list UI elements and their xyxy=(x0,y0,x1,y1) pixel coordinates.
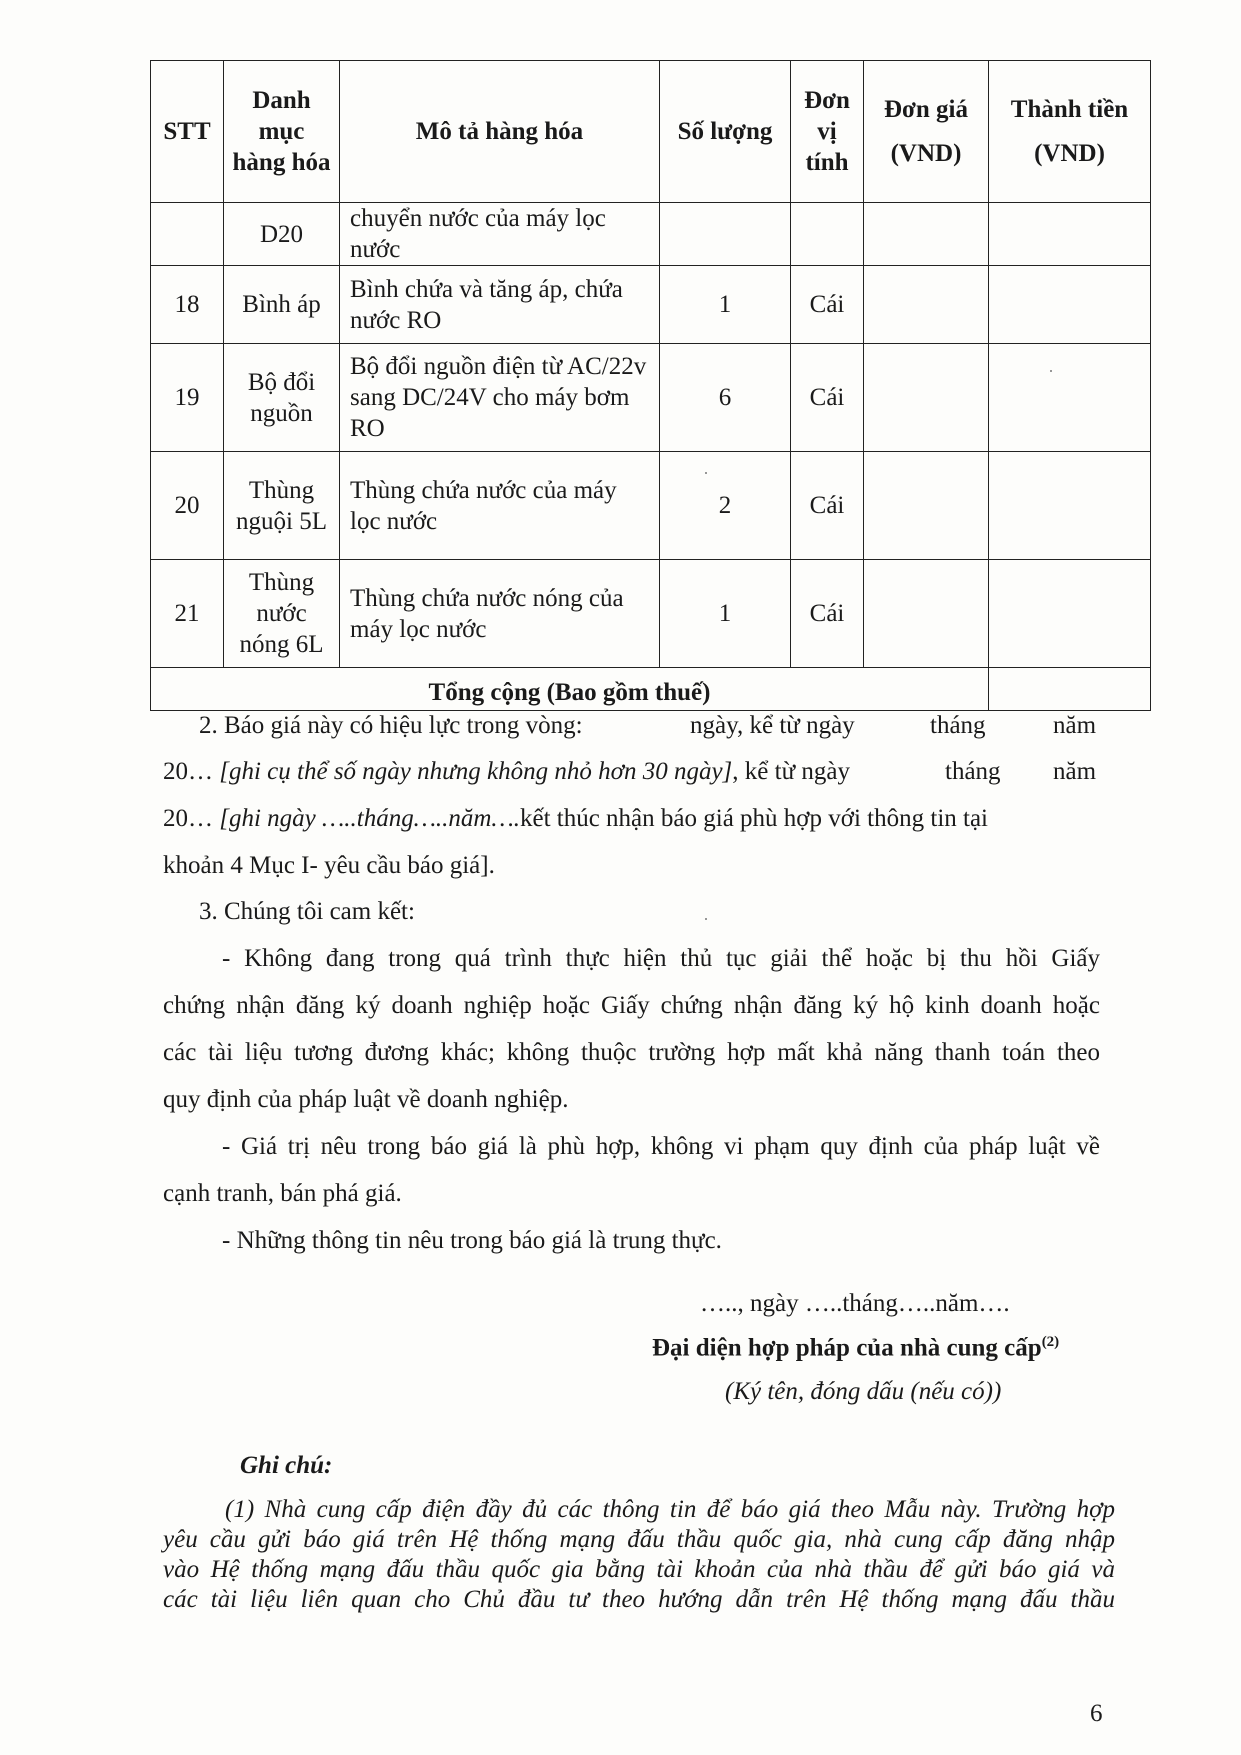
clause2-line1-c: tháng xyxy=(930,712,986,739)
table-row xyxy=(151,560,1151,668)
table-row xyxy=(151,344,1151,452)
cell-description: Thùng chứa nước của máy lọc nước xyxy=(340,452,660,560)
header-quantity: Số lượng xyxy=(660,61,791,203)
cell-unit: Cái xyxy=(791,266,864,344)
header-total-price: Thành tiền (VND) xyxy=(989,61,1151,203)
signature-date: ….., ngày …..tháng…..năm…. xyxy=(700,1290,1010,1317)
scan-speck xyxy=(1050,370,1052,372)
goods-table xyxy=(150,60,1151,711)
clause3-p1-line2: chứng nhận đăng ký doanh nghiệp hoặc Giấy chứng nhận đăng ký hộ kinh doanh hoặc xyxy=(163,992,1100,1019)
clause2-line2-b: [ghi cụ thể số ngày nhưng không nhỏ hơn 30 ngày] xyxy=(219,758,733,785)
cell-total-price xyxy=(989,560,1151,668)
cell-description: chuyển nước của máy lọc nước xyxy=(340,203,660,266)
clause2-line3-b: [ghi ngày …..tháng…..năm…. xyxy=(219,805,520,832)
header-category: Danh mục hàng hóa xyxy=(224,61,340,203)
cell-unit xyxy=(791,203,864,266)
cell-unit: Cái xyxy=(791,560,864,668)
cell-quantity: 6 xyxy=(660,344,791,452)
clause3-p3: - Những thông tin nêu trong báo giá là trung thực. xyxy=(222,1227,722,1254)
signature-footnote-ref: (2) xyxy=(1041,1334,1060,1350)
clause2-line3 xyxy=(163,805,988,833)
cell-category: Bộ đổi nguồn xyxy=(224,344,340,452)
clause3-p1-line1: - Không đang trong quá trình thực hiện thủ tục giải thể hoặc bị thu hồi Giấy xyxy=(222,945,1100,972)
header-stt: STT xyxy=(151,61,224,203)
table-row xyxy=(151,266,1151,344)
cell-description: Bộ đổi nguồn điện từ AC/22v sang DC/24V cho máy bơm RO xyxy=(340,344,660,452)
clause2-line2-d: tháng xyxy=(945,758,1001,785)
cell-total-price xyxy=(989,452,1151,560)
notes-heading: Ghi chú: xyxy=(240,1452,333,1479)
cell-unit-price xyxy=(864,344,989,452)
cell-stt: 18 xyxy=(151,266,224,344)
total-value xyxy=(989,668,1151,711)
clause2-line3-a: 20… xyxy=(163,805,220,832)
cell-category: Thùng nguội 5L xyxy=(224,452,340,560)
signature-title xyxy=(652,1334,1059,1362)
scan-speck xyxy=(705,472,707,474)
cell-description: Bình chứa và tăng áp, chứa nước RO xyxy=(340,266,660,344)
cell-total-price xyxy=(989,266,1151,344)
table-row xyxy=(151,452,1151,560)
clause2-line2-c: , kể từ ngày xyxy=(732,758,850,785)
scan-speck xyxy=(705,918,707,920)
cell-quantity: 1 xyxy=(660,560,791,668)
cell-quantity: 1 xyxy=(660,266,791,344)
cell-category: Thùng nước nóng 6L xyxy=(224,560,340,668)
notes-n1-line4: các tài liệu liên quan cho Chủ đầu tư theo hướng dẫn trên Hệ thống mạng đấu thầu xyxy=(163,1586,1115,1613)
cell-quantity: 2 xyxy=(660,452,791,560)
cell-unit: Cái xyxy=(791,344,864,452)
header-description: Mô tả hàng hóa xyxy=(340,61,660,203)
cell-unit-price xyxy=(864,266,989,344)
cell-stt xyxy=(151,203,224,266)
clause2-line1-d: năm xyxy=(1053,712,1097,739)
header-unit-price: Đơn giá (VND) xyxy=(864,61,989,203)
signature-title-text: Đại diện hợp pháp của nhà cung cấp xyxy=(652,1334,1042,1362)
clause3-title: 3. Chúng tôi cam kết: xyxy=(199,898,415,925)
cell-total-price xyxy=(989,203,1151,266)
clause2-line2-e: năm xyxy=(1053,758,1097,785)
cell-stt: 20 xyxy=(151,452,224,560)
clause2-line2-a: 20… xyxy=(163,758,220,785)
cell-total-price xyxy=(989,344,1151,452)
cell-unit-price xyxy=(864,560,989,668)
cell-unit-price xyxy=(864,452,989,560)
page-number: 6 xyxy=(1090,1700,1103,1727)
cell-unit-price xyxy=(864,203,989,266)
total-label: Tổng cộng (Bao gồm thuế) xyxy=(151,668,989,711)
clause3-p2-line2: cạnh tranh, bán phá giá. xyxy=(163,1180,402,1207)
clause2-line2 xyxy=(163,758,850,786)
cell-unit: Cái xyxy=(791,452,864,560)
cell-description: Thùng chứa nước nóng của máy lọc nước xyxy=(340,560,660,668)
signature-note: (Ký tên, đóng dấu (nếu có)) xyxy=(725,1378,1002,1405)
clause2-line1-b: ngày, kể từ ngày xyxy=(690,712,855,739)
header-unit: Đơn vị tính xyxy=(791,61,864,203)
cell-category: D20 xyxy=(224,203,340,266)
table-row xyxy=(151,203,1151,266)
cell-stt: 21 xyxy=(151,560,224,668)
clause3-p1-line3: các tài liệu tương đương khác; không thuộc trường hợp mất khả năng thanh toán theo xyxy=(163,1039,1100,1066)
notes-n1-line1: (1) Nhà cung cấp điện đầy đủ các thông tin để báo giá theo Mẫu này. Trường hợp xyxy=(225,1496,1115,1523)
clause2-line4: khoản 4 Mục I- yêu cầu báo giá]. xyxy=(163,852,495,879)
clause3-p2-line1: - Giá trị nêu trong báo giá là phù hợp, không vi phạm quy định của pháp luật về xyxy=(222,1133,1100,1160)
cell-quantity xyxy=(660,203,791,266)
clause2-line3-c: kết thúc nhận báo giá phù hợp với thông tin tại xyxy=(519,805,988,832)
cell-category: Bình áp xyxy=(224,266,340,344)
table-header-row xyxy=(151,61,1151,203)
notes-n1-line3: vào Hệ thống mạng đấu thầu quốc gia bằng tài khoản của nhà thầu để gửi báo giá và xyxy=(163,1556,1115,1583)
table-total-row xyxy=(151,668,1151,711)
clause2-line1-a: 2. Báo giá này có hiệu lực trong vòng: xyxy=(199,712,583,739)
clause3-p1-line4: quy định của pháp luật về doanh nghiệp. xyxy=(163,1086,569,1113)
notes-n1-line2: yêu cầu gửi báo giá trên Hệ thống mạng đấu thầu quốc gia, nhà cung cấp đăng nhập xyxy=(163,1526,1115,1553)
cell-stt: 19 xyxy=(151,344,224,452)
